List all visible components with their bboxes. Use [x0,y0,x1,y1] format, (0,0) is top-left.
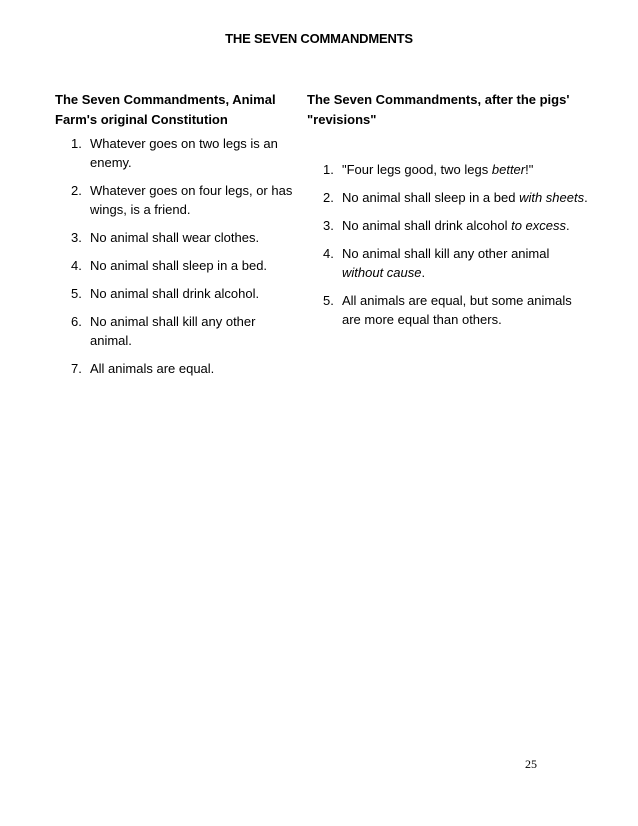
item-number: 1. [71,136,82,151]
original-commandments-column [55,90,300,387]
item-text: Whatever goes on four legs, or has wings, is a friend. [90,183,293,217]
item-number: 1. [323,162,334,177]
page-title: THE SEVEN COMMANDMENTS [225,31,413,46]
item-number: 4. [323,246,334,261]
list-item [55,228,300,247]
list-item [55,284,300,303]
original-list [55,134,300,378]
item-emphasis: to excess [511,218,567,233]
item-text-end: . [584,190,588,205]
item-number: 7. [71,361,82,376]
item-text: No animal shall sleep in a bed [342,190,520,205]
item-emphasis: better [491,162,526,177]
item-text: No animal shall drink alcohol [342,218,512,233]
item-number: 5. [71,286,82,301]
item-emphasis: with sheets [519,190,585,205]
item-number: 6. [71,314,82,329]
list-item [55,134,300,172]
item-number: 3. [323,218,334,233]
item-number: 2. [71,183,82,198]
item-text-end: !" [525,162,534,177]
list-item [55,256,300,275]
list-item [55,359,300,378]
page-number: 25 [525,757,537,771]
list-item [307,291,592,329]
item-text: All animals are equal. [90,361,215,376]
item-number: 3. [71,230,82,245]
item-number: 4. [71,258,82,273]
list-item [55,312,300,350]
list-item [307,244,592,282]
revised-list [307,160,592,329]
item-text: No animal shall kill any other animal. [90,314,256,348]
item-text: No animal shall wear clothes. [90,230,260,245]
list-item [55,181,300,219]
item-text: Whatever goes on two legs is an enemy. [90,136,278,170]
item-text: All animals are equal, but some animals are more equal than others. [342,293,572,327]
list-item [307,216,592,235]
item-emphasis: without cause [342,265,422,280]
list-item [307,160,592,179]
item-text: "Four legs good, two legs [342,162,492,177]
item-text: No animal shall sleep in a bed. [90,258,268,273]
original-heading: The Seven Commandments, Animal Farm's original Constitution [55,92,276,127]
item-text: No animal shall drink alcohol. [90,286,260,301]
item-text-end: . [566,218,570,233]
revised-heading: The Seven Commandments, after the pigs' "revisions" [307,92,570,127]
item-number: 2. [323,190,334,205]
item-text-end: . [421,265,426,280]
revised-commandments-column [307,90,592,338]
item-number: 5. [323,293,334,308]
item-text: No animal shall kill any other animal [342,246,550,261]
list-item [307,188,592,207]
